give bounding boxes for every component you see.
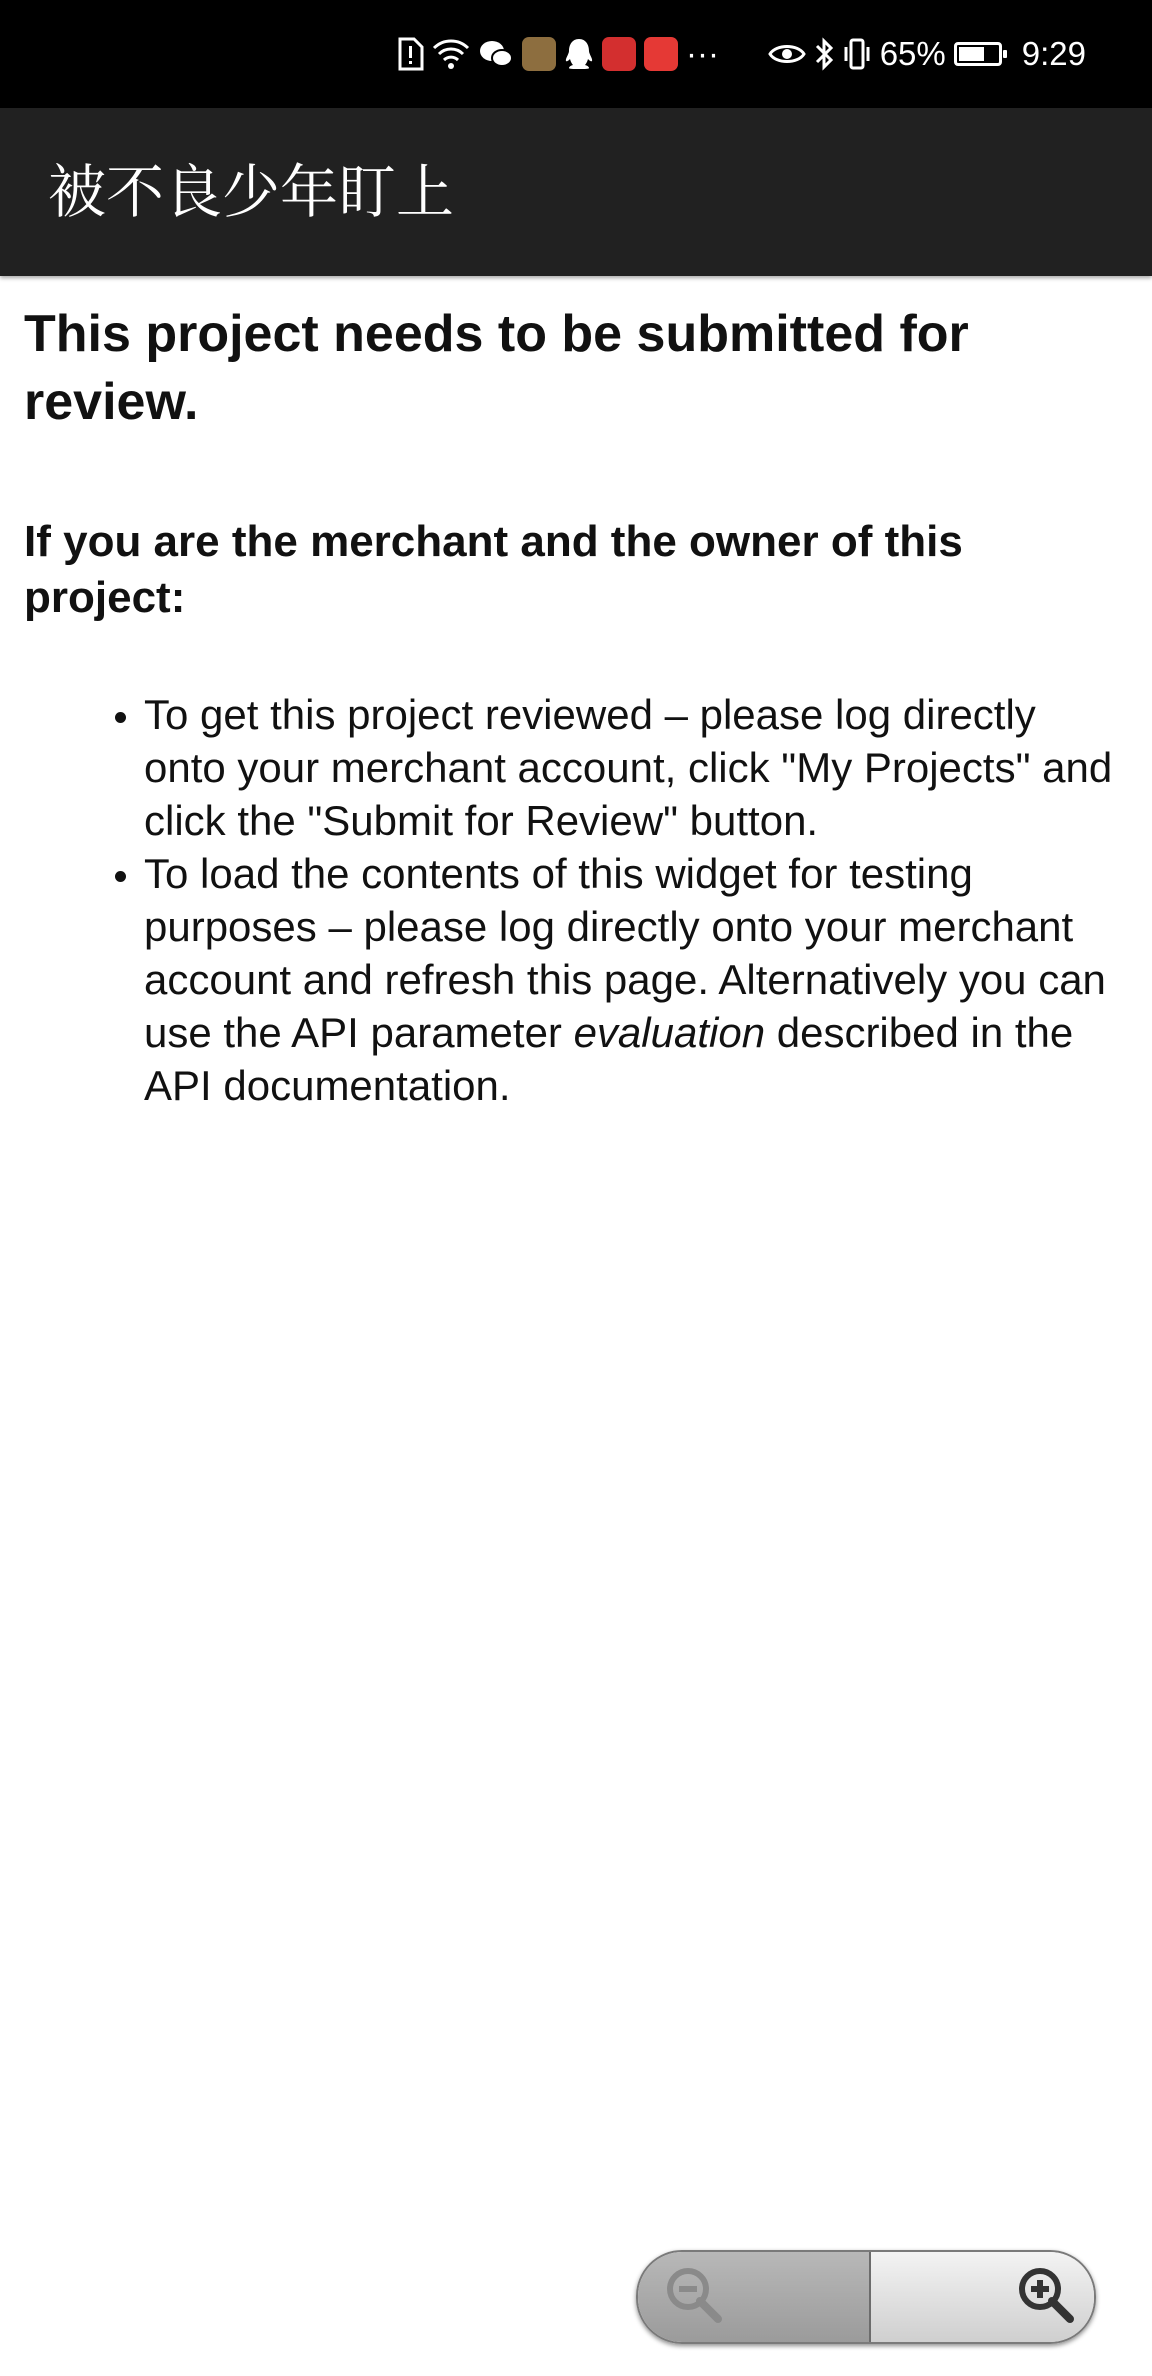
clock: 9:29 (1021, 35, 1086, 72)
list-item-text: To load the contents of this widget for testing purposes – please log directly onto your merchant account and refresh this page. Alternatively you can use the API parameter (144, 850, 1106, 1056)
vibrate-icon (842, 37, 872, 71)
review-notice (24, 300, 1124, 1112)
zoom-out-button[interactable] (638, 2252, 871, 2342)
wechat-icon (478, 38, 514, 70)
zoom-in-button[interactable] (871, 2252, 1094, 2342)
wifi-icon (432, 38, 470, 70)
api-parameter-name: evaluation (573, 1009, 766, 1056)
notice-heading: This project needs to be submitted for review. (24, 305, 969, 431)
zoom-out-icon (662, 2263, 726, 2332)
list-item (144, 847, 1124, 1112)
qq-icon (564, 37, 594, 71)
game-app-icon (522, 37, 556, 71)
list-item-text: described in the API documentation. (144, 1009, 1074, 1109)
battery-percent: 65% (879, 35, 946, 72)
app-title: 被不良少年盯上 (48, 158, 455, 226)
eye-icon (768, 41, 806, 67)
instructions-list (24, 688, 1124, 1112)
bluetooth-icon (814, 37, 834, 71)
notice-subheading: If you are the merchant and the owner of this project: (24, 517, 963, 622)
list-item: • To get this project reviewed – please log directly onto your merchant account, click "My Projects" and click the "Submit for Review" button. (144, 688, 1124, 847)
status-icons (396, 0, 1086, 108)
app-bar (0, 108, 1152, 276)
battery-icon (954, 42, 1002, 66)
zoom-in-icon (1014, 2263, 1078, 2332)
sim-alert-icon (396, 37, 424, 71)
huawei-app-icon (644, 37, 678, 71)
zoom-controls (636, 2250, 1096, 2344)
status-bar (0, 0, 1152, 108)
red-app-icon (602, 37, 636, 71)
more-notifications-icon: ··· (686, 35, 719, 72)
